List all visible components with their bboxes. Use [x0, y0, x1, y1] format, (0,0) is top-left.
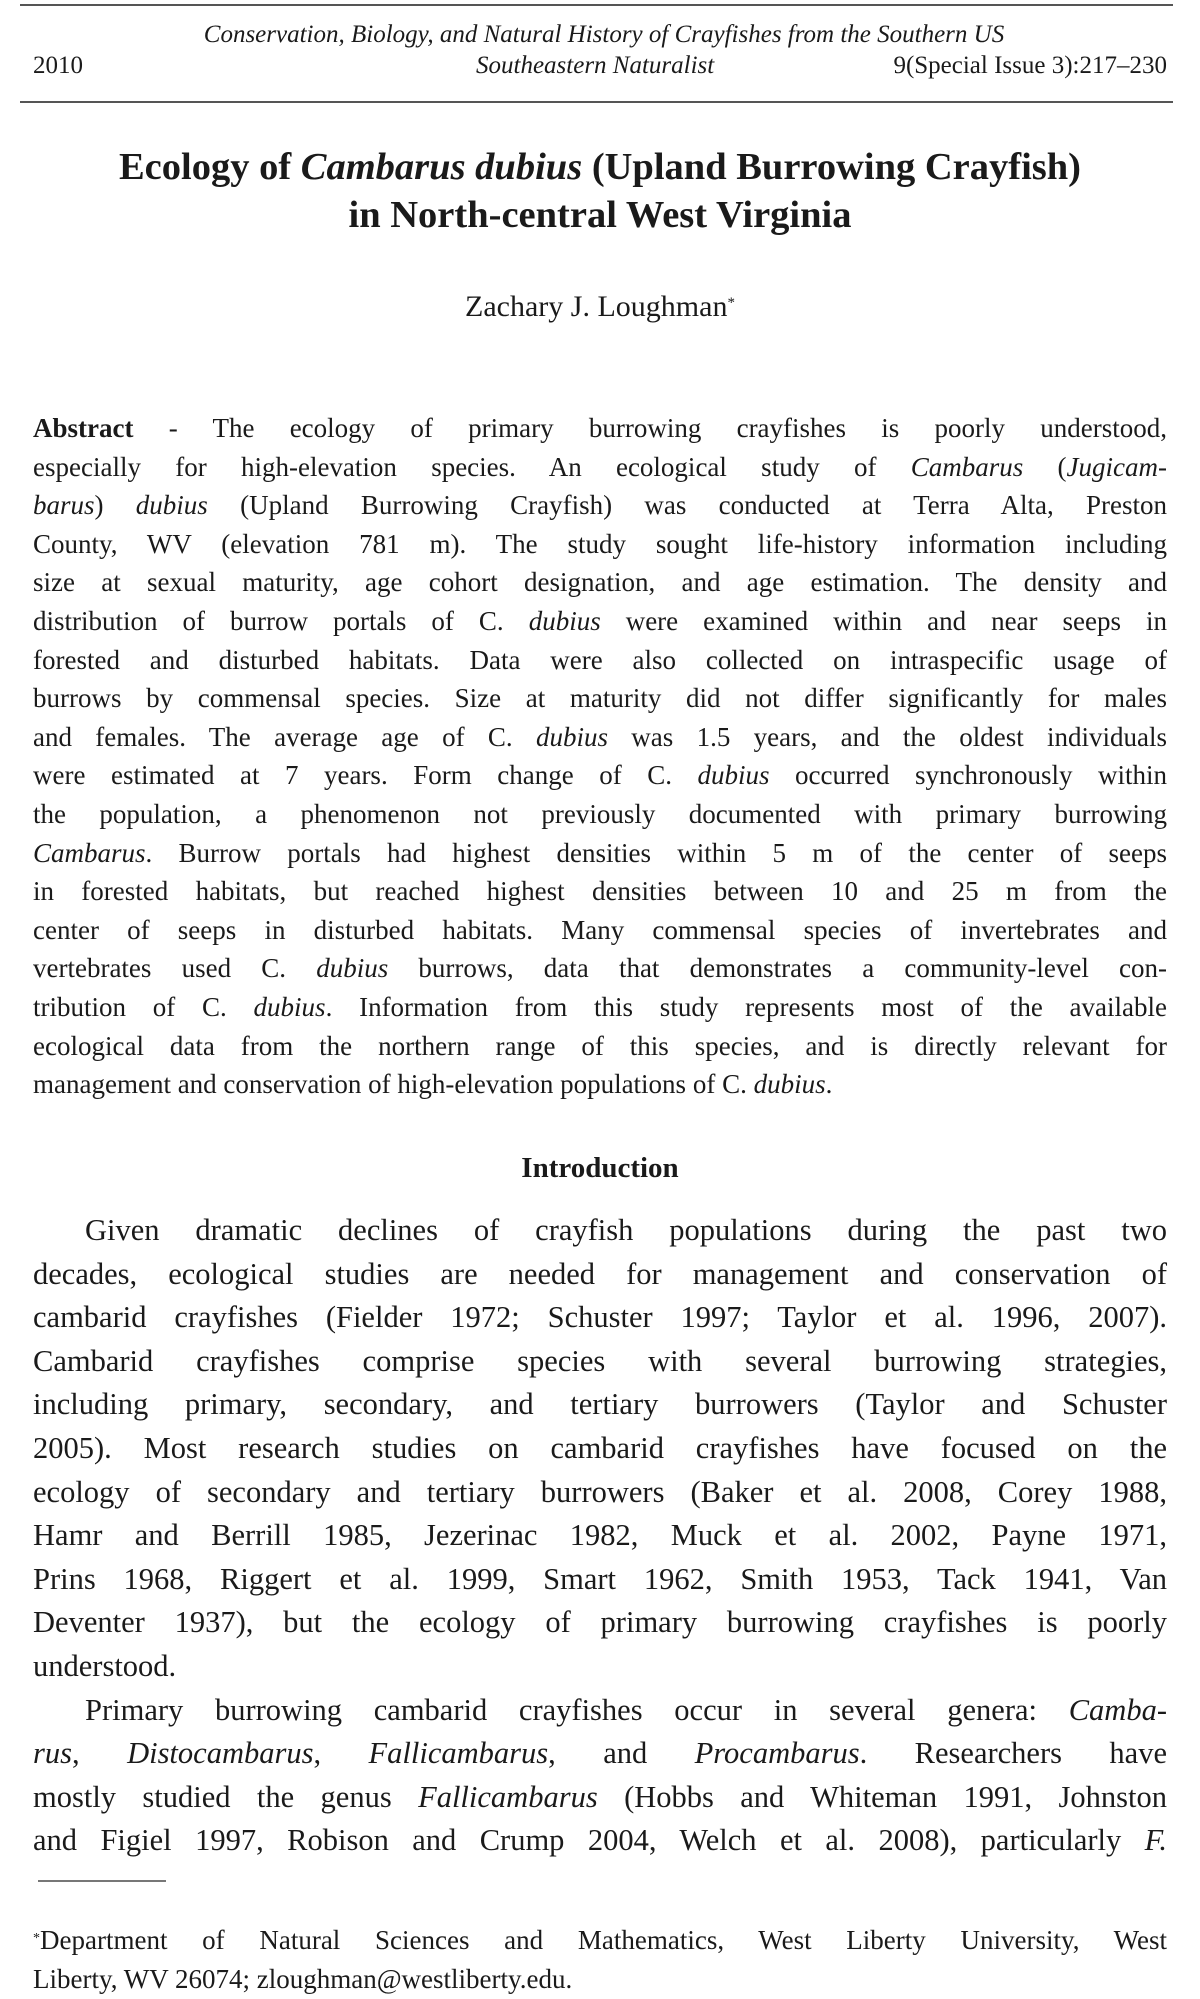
italic-text: dubius — [535, 721, 608, 752]
abstract — [33, 409, 1167, 1104]
text-segment: ecology of secondary and tertiary burrowers (Baker et al. 2008, Corey 1988, — [33, 1474, 1167, 1509]
species-name: Cambarus dubius — [300, 146, 583, 188]
text-line — [33, 486, 1167, 525]
text-line — [33, 1819, 1167, 1863]
footnote-mark: * — [33, 1931, 40, 1946]
text-line — [33, 911, 1167, 950]
text-line — [33, 641, 1167, 680]
italic-text: dubius — [528, 605, 601, 636]
text-segment: was 1.5 years, and the oldest individuals — [607, 721, 1168, 752]
text-segment: were estimated at 7 years. Form change of — [33, 760, 648, 791]
text-segment: forested and disturbed habitats. Data were also collected on intraspecific usage of — [33, 644, 1167, 675]
footnote-line: Liberty, WV 26074; zloughman@westliberty.edu. — [33, 1964, 573, 1994]
title-line-1: Ecology of Cambarus dubius (Upland Burrowing Crayfish) — [119, 146, 1081, 188]
text-segment: . Information from this study represents most of the available — [325, 991, 1167, 1022]
text-line — [33, 1776, 1167, 1820]
text-line — [33, 872, 1167, 911]
footnote-line: *Department of Natural Sciences and Mathematics, West Liberty University, West — [33, 1925, 1167, 1955]
italic-text: barus — [33, 490, 95, 521]
text-segment: burrows by commensal species. Size at maturity did not differ significantly for males — [33, 683, 1167, 714]
text-segment: Hamr and Berrill 1985, Jezerinac 1982, Muck et al. 2002, Payne 1971, — [33, 1518, 1167, 1553]
italic-text: F. — [1144, 1823, 1167, 1858]
text-segment: mostly studied the genus — [33, 1779, 419, 1814]
running-header — [33, 20, 1167, 80]
text-line — [33, 795, 1167, 834]
text-segment: County, WV (elevation 781 m). The study sought life-history information including — [33, 528, 1167, 559]
text-segment: C. — [722, 1069, 754, 1100]
text-segment: tribution of — [33, 991, 203, 1022]
text-segment: (Upland Burrowing Crayfish) was conducted at Terra Alta, Preston — [207, 490, 1168, 521]
text-line — [33, 1514, 1167, 1558]
text-line — [33, 1427, 1167, 1471]
text-segment: C. — [478, 605, 529, 636]
italic-text: dubius — [135, 490, 208, 521]
footnote — [33, 1921, 1167, 1999]
introduction-body — [33, 1209, 1167, 1863]
text-line — [33, 409, 1167, 448]
text-line — [33, 602, 1167, 641]
italic-text: Jugicam- — [1066, 451, 1167, 482]
text-line — [33, 679, 1167, 718]
volume-pages: 9(Special Issue 3):217–230 — [893, 52, 1167, 79]
text-line — [33, 1471, 1167, 1515]
text-segment: . — [825, 1069, 833, 1100]
italic-text: Cambarus — [33, 837, 146, 868]
text-segment: C. — [487, 721, 536, 752]
journal-name: Southeastern Naturalist — [476, 52, 715, 79]
text-segment: ecological data from the northern range of this species, and is directly relevant for — [33, 1030, 1167, 1061]
italic-text: Camba- — [1068, 1692, 1167, 1727]
italic-text: Fallicambarus — [368, 1736, 549, 1771]
text-line — [33, 1689, 1167, 1733]
text-line — [33, 563, 1167, 602]
text-segment: ) — [94, 490, 136, 521]
italic-text: dubius — [697, 760, 770, 791]
article-title — [0, 143, 1200, 239]
text-segment: size at sexual maturity, age cohort designation, and age estimation. The density and — [33, 567, 1167, 598]
text-line — [33, 1558, 1167, 1602]
text-line — [33, 1253, 1167, 1297]
header-bottom-rule — [20, 101, 1173, 103]
text-segment: especially for high-elevation species. An ecological study of — [33, 451, 911, 482]
italic-text: rus — [33, 1736, 72, 1771]
text-segment: the population, a phenomenon not previously documented with primary burrowing — [33, 798, 1167, 829]
text-segment: . Researchers have — [859, 1736, 1167, 1771]
author-name: Zachary J. Loughman* — [465, 290, 735, 323]
text-segment: occurred synchronously within — [769, 760, 1167, 791]
text-segment: , and — [548, 1736, 695, 1771]
italic-text: dubius — [316, 953, 389, 984]
text-segment: and Figiel 1997, Robison and Crump 2004, Welch et al. 2008), particularly — [33, 1823, 1145, 1858]
text-segment: center of seeps in disturbed habitats. Many commensal species of invertebrates and — [33, 914, 1167, 945]
text-line — [33, 1296, 1167, 1340]
text-segment: understood. — [33, 1648, 177, 1683]
text-line — [33, 525, 1167, 564]
text-segment: management and conservation of high-elevation populations of — [33, 1069, 723, 1100]
footnote-mark[interactable]: * — [727, 295, 735, 311]
italic-text: dubius — [253, 991, 326, 1022]
text-segment: , — [72, 1736, 128, 1771]
text-segment: Given dramatic declines of crayfish populations during the past two — [85, 1213, 1167, 1247]
italic-text: Fallicambarus — [418, 1779, 598, 1814]
text-segment: C. — [647, 760, 698, 791]
italic-text: dubius — [753, 1069, 826, 1100]
text-segment: Deventer 1937), but the ecology of primary burrowing crayfishes is poorly — [33, 1605, 1167, 1640]
text-line — [33, 756, 1167, 795]
text-segment: ( — [1023, 451, 1067, 482]
italic-text: Distocambarus — [127, 1736, 314, 1771]
text-segment: 2005). Most research studies on cambarid crayfishes have focused on the — [33, 1430, 1167, 1465]
text-segment: Primary burrowing cambarid crayfishes occur in several genera: — [85, 1692, 1069, 1727]
text-segment: and females. The average age of — [33, 721, 488, 752]
text-line — [33, 448, 1167, 487]
text-segment: cambarid crayfishes (Fielder 1972; Schuster 1997; Taylor et al. 1996, 2007). — [33, 1300, 1167, 1335]
text-segment: , — [313, 1736, 369, 1771]
text-line — [33, 1383, 1167, 1427]
text-segment: decades, ecological studies are needed for management and conservation of — [33, 1256, 1167, 1291]
bold-label: Abstract — [33, 413, 134, 443]
section-heading-introduction: Introduction — [521, 1152, 679, 1184]
italic-text: Procambarus — [694, 1736, 860, 1771]
publication-year: 2010 — [33, 52, 83, 79]
title-line-2: in North-central West Virginia — [348, 194, 852, 236]
text-line — [33, 1340, 1167, 1384]
text-line — [33, 1027, 1167, 1066]
text-line — [33, 718, 1167, 757]
text-segment: Cambarid crayfishes comprise species with several burrowing strategies, — [33, 1343, 1167, 1378]
header-top-rule — [20, 4, 1173, 6]
text-segment: Prins 1968, Riggert et al. 1999, Smart 1962, Smith 1953, Tack 1941, Van — [33, 1561, 1167, 1596]
text-segment: including primary, secondary, and tertiary burrowers (Taylor and Schuster — [33, 1387, 1167, 1422]
text-segment: C. — [202, 991, 254, 1022]
text-segment: in forested habitats, but reached highest densities between 10 and 25 m from the — [33, 876, 1167, 907]
text-segment: burrows, data that demonstrates a community-level con- — [388, 953, 1167, 984]
footnote-rule — [38, 1880, 166, 1882]
series-title: Conservation, Biology, and Natural History of Crayfishes from the Southern US — [203, 21, 1005, 48]
text-segment: C. — [261, 953, 317, 984]
text-line — [33, 1065, 1167, 1104]
text-segment: vertebrates used — [33, 953, 262, 984]
text-segment: distribution of burrow portals of — [33, 605, 479, 636]
text-line — [33, 1732, 1167, 1776]
text-segment: . Burrow portals had highest densities within 5 m of the center of seeps — [145, 837, 1167, 868]
text-line — [33, 949, 1167, 988]
text-segment: - The ecology of primary burrowing crayfishes is poorly understood, — [133, 413, 1167, 443]
text-segment: (Hobbs and Whiteman 1991, Johnston — [597, 1779, 1167, 1814]
text-line — [33, 1645, 1167, 1689]
text-segment: were examined within and near seeps in — [600, 605, 1167, 636]
text-line — [33, 834, 1167, 873]
text-line — [33, 1601, 1167, 1645]
text-line — [33, 1209, 1167, 1253]
italic-text: Cambarus — [910, 451, 1024, 482]
text-line — [33, 988, 1167, 1027]
